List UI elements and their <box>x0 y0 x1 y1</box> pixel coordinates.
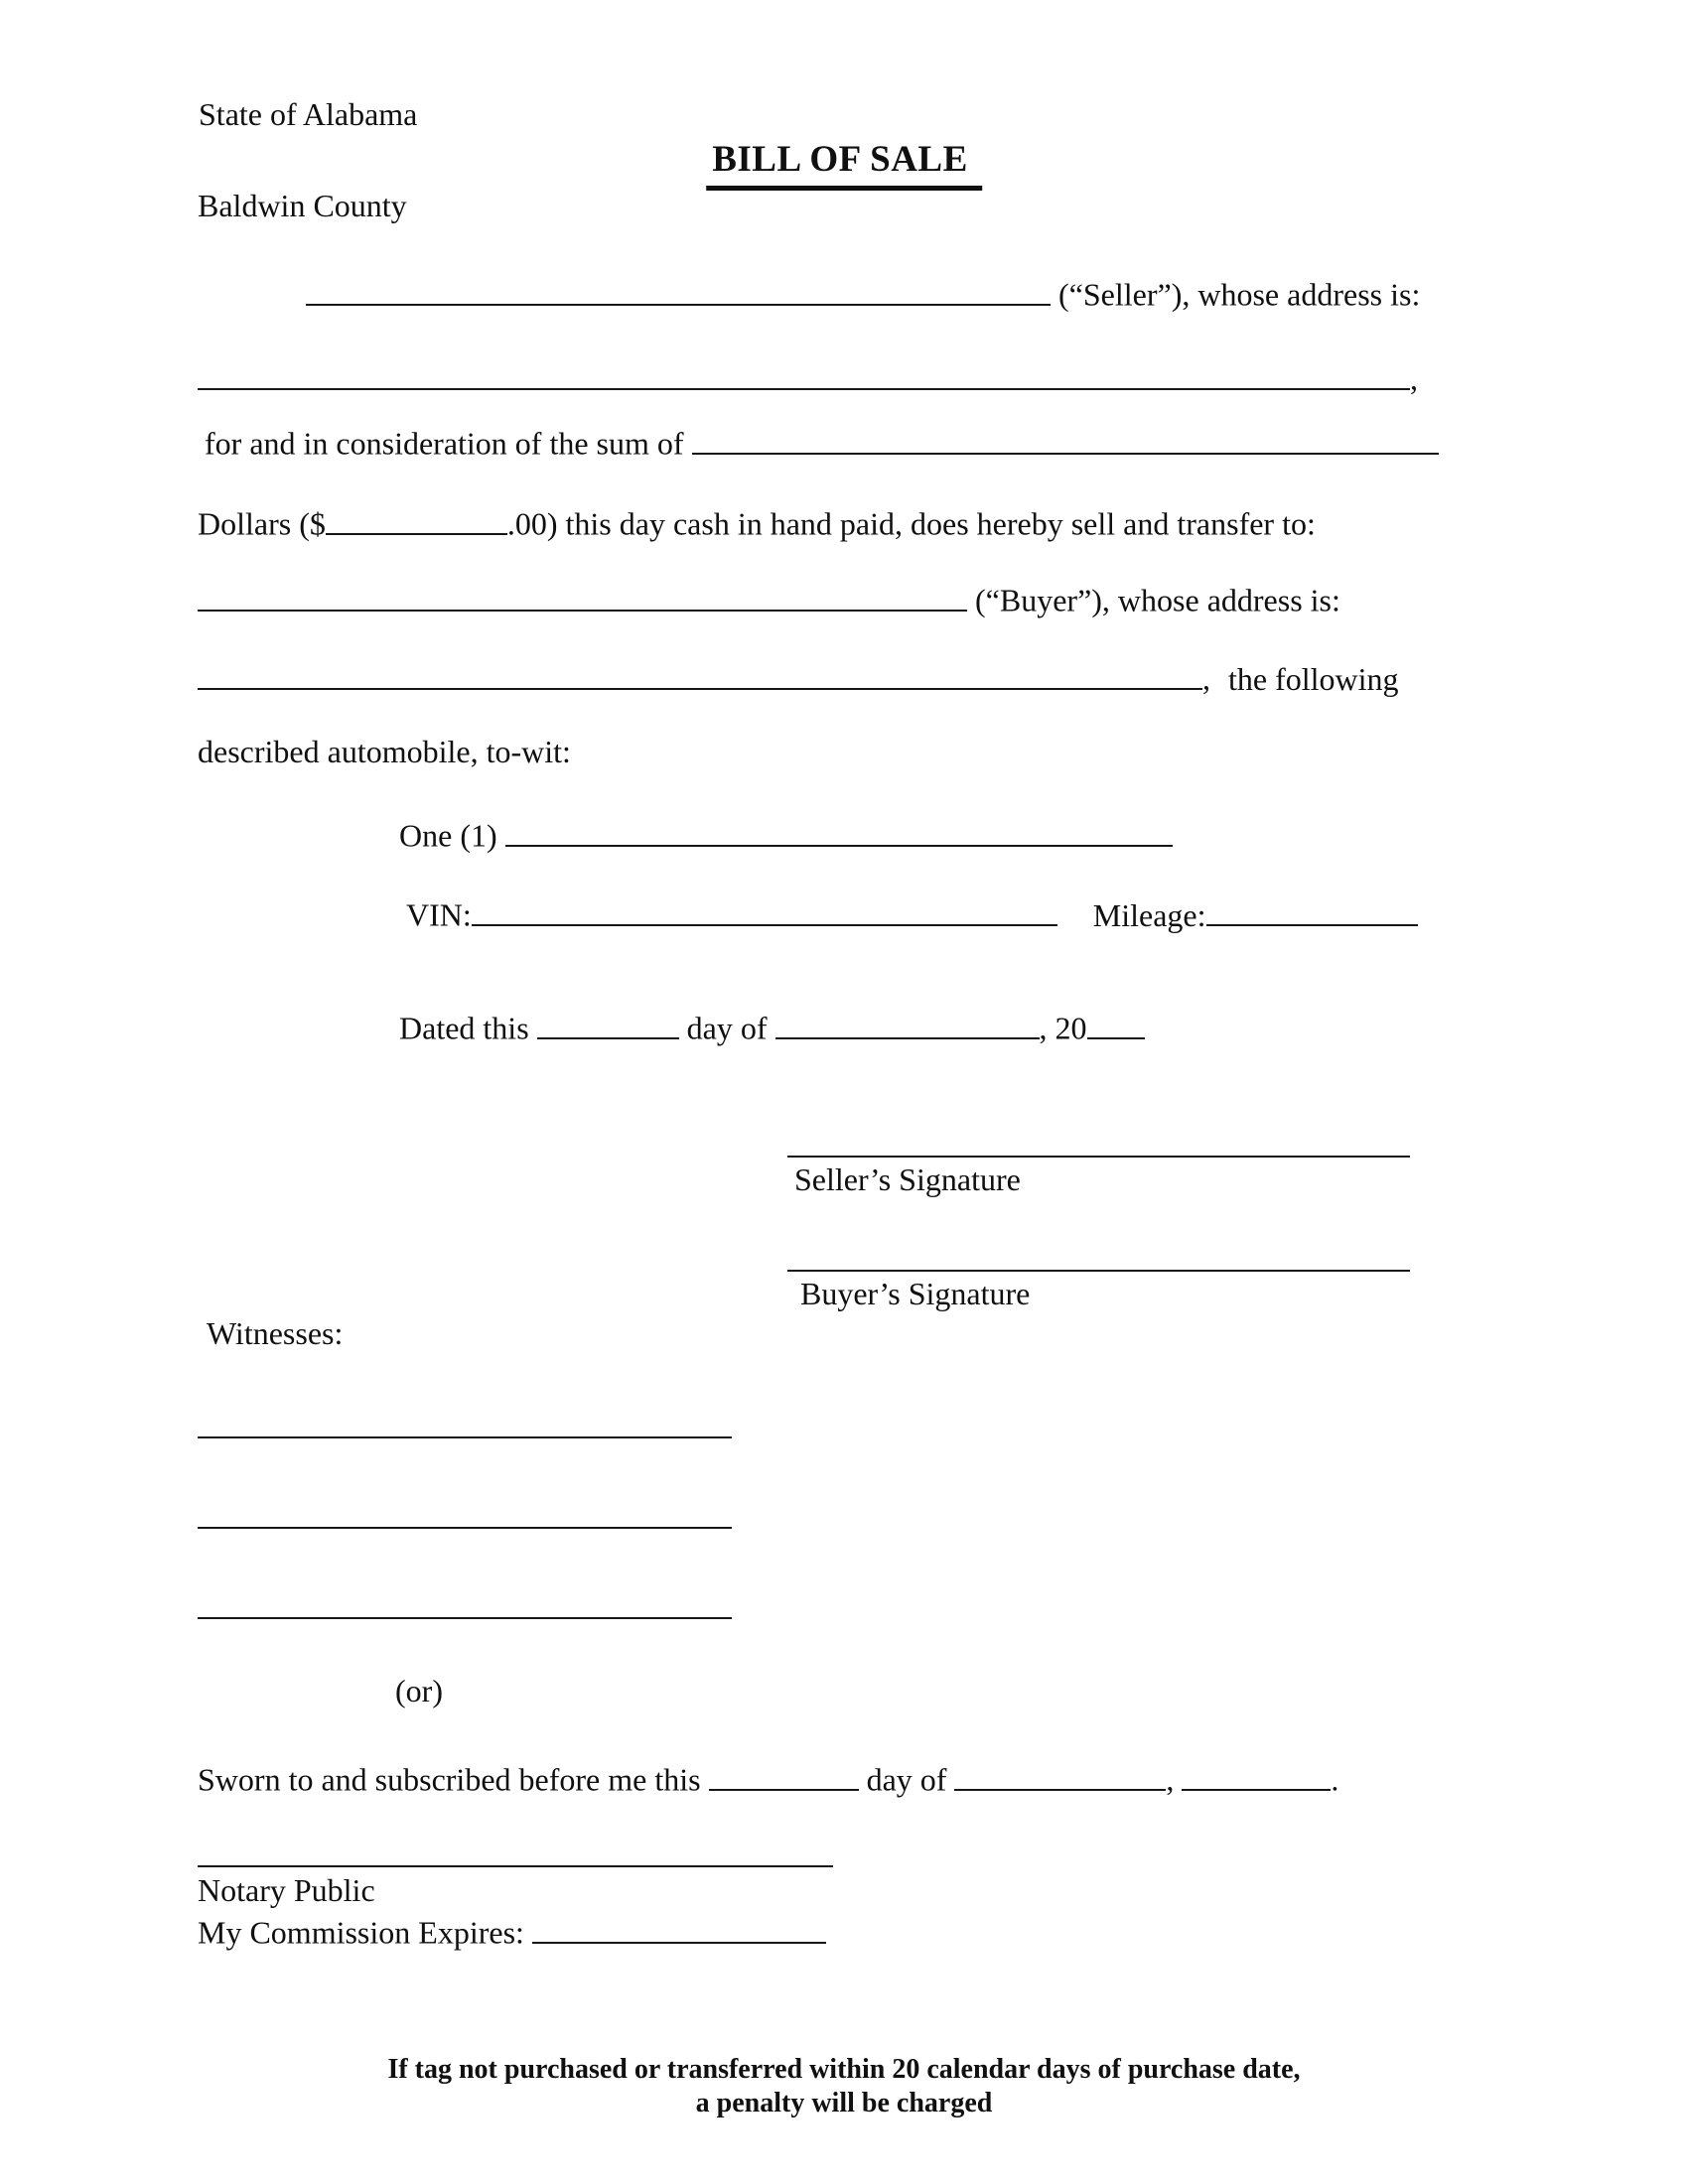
seller-name-line <box>306 271 1420 315</box>
sworn-year-blank[interactable] <box>1182 1756 1331 1791</box>
dated-year-blank[interactable] <box>1087 1005 1145 1039</box>
commission-date-blank[interactable] <box>532 1909 826 1944</box>
commission-label: My Commission Expires: <box>198 1914 524 1951</box>
buyer-designation-text: (“Buyer”), whose address is: <box>975 582 1340 618</box>
described-automobile-text: described automobile, to-wit: <box>198 734 571 769</box>
seller-address-line <box>198 355 1418 399</box>
dated-month-blank[interactable] <box>775 1005 1040 1039</box>
or-label: (or) <box>395 1673 443 1708</box>
vehicle-description-blank[interactable] <box>505 812 1173 847</box>
page-title: BILL OF SALE <box>706 140 982 191</box>
seller-address-blank[interactable] <box>198 355 1410 390</box>
year-prefix-text: , 20 <box>1039 1010 1087 1046</box>
sworn-period-text: . <box>1331 1761 1339 1798</box>
mileage-label: Mileage: <box>1092 896 1206 933</box>
state-label: State of Alabama <box>199 96 418 132</box>
witness-signature-line-3[interactable] <box>198 1617 732 1619</box>
day-of-text: day of <box>686 1010 768 1046</box>
seller-designation-text: (“Seller”), whose address is: <box>1058 276 1421 313</box>
seller-name-blank[interactable] <box>306 271 1051 306</box>
commission-line <box>198 1909 826 1953</box>
buyer-signature-line[interactable] <box>787 1270 1410 1272</box>
notary-public-label: Notary Public <box>198 1872 375 1908</box>
buyer-signature-label: Buyer’s Signature <box>800 1276 1031 1311</box>
sworn-month-blank[interactable] <box>954 1756 1166 1791</box>
dated-line <box>399 1005 1145 1048</box>
consideration-text: for and in consideration of the sum of <box>205 425 684 462</box>
seller-address-comma: , <box>1410 360 1418 397</box>
penalty-notice-line2: a penalty will be charged <box>695 2088 993 2118</box>
sworn-day-blank[interactable] <box>709 1756 859 1791</box>
vin-label: VIN: <box>406 896 472 933</box>
buyer-name-line <box>198 577 1340 620</box>
buyer-address-comma: , <box>1202 660 1210 697</box>
dollars-suffix-text: .00) this day cash in hand paid, does hereby sell and transfer to: <box>506 505 1316 542</box>
witnesses-label: Witnesses: <box>207 1315 344 1351</box>
vin-mileage-line <box>406 891 1418 935</box>
dollars-amount-blank[interactable] <box>326 500 507 535</box>
one-label: One (1) <box>399 817 497 854</box>
following-text: the following <box>1228 660 1399 697</box>
consideration-line <box>205 420 1439 464</box>
dollars-line <box>198 500 1316 544</box>
sworn-line <box>198 1756 1338 1800</box>
county-label: Baldwin County <box>198 188 407 223</box>
dated-this-text: Dated this <box>399 1010 529 1046</box>
penalty-notice-line1: If tag not purchased or transferred within 20 calendar days of purchase date, <box>387 2054 1301 2085</box>
sworn-text: Sworn to and subscribed before me this <box>198 1761 701 1798</box>
seller-signature-line[interactable] <box>787 1156 1410 1158</box>
dated-day-blank[interactable] <box>537 1005 679 1039</box>
buyer-name-blank[interactable] <box>198 577 967 612</box>
vehicle-description-line <box>399 812 1173 856</box>
sworn-comma-text: , <box>1166 1761 1175 1798</box>
notary-signature-line[interactable] <box>198 1865 833 1867</box>
sum-amount-blank[interactable] <box>692 420 1439 455</box>
witness-signature-line-1[interactable] <box>198 1436 732 1438</box>
seller-signature-label: Seller’s Signature <box>794 1161 1021 1197</box>
buyer-address-line <box>198 655 1399 699</box>
dollars-prefix-text: Dollars ($ <box>198 505 326 542</box>
mileage-blank[interactable] <box>1206 891 1418 926</box>
vin-blank[interactable] <box>472 891 1057 926</box>
sworn-day-of-text: day of <box>866 1761 947 1798</box>
witness-signature-line-2[interactable] <box>198 1527 732 1529</box>
buyer-address-blank[interactable] <box>198 655 1202 690</box>
